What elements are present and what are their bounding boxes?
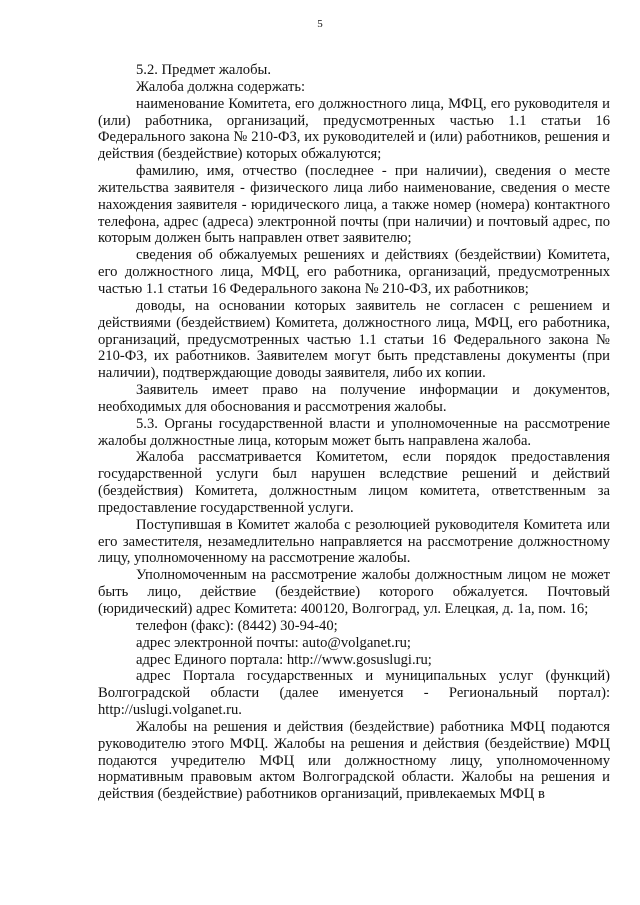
page-number: 5	[317, 18, 323, 30]
document-body	[98, 62, 610, 803]
paragraph-item-decisions: сведения об обжалуемых решениях и действиях (бездействии) Комитета, его должностного лица, МФЦ, его работника, организаций, предусмотренных частью 1.1 статьи 16 Федерального закона № 210-ФЗ, их работников;	[98, 247, 610, 297]
paragraph-authorized-official: Уполномоченным на рассмотрение жалобы должностным лицом не может быть лицо, действие (бездействие) которого обжалуется. Почтовый (юридический) адрес Комитета: 400120, Волгоград, ул. Елецкая, д. 1а, пом. 16;	[98, 567, 610, 617]
paragraph-unified-portal: адрес Единого портала: http://www.gosuslugi.ru;	[136, 651, 432, 668]
paragraph-item-applicant: фамилию, имя, отчество (последнее - при наличии), сведения о месте жительства заявителя - физического лица либо наименование, сведения о месте нахождения заявителя - юридического лица, а также номер (номера) контактного телефона, адрес (адреса) электронной почты (при наличии) и почтовый адрес, по которым должен быть направлен ответ заявителю;	[98, 163, 610, 247]
paragraph-email: адрес электронной почты: auto@volganet.ru;	[136, 634, 411, 651]
paragraph-committee-review: Жалоба рассматривается Комитетом, если порядок предоставления государственной услуги был нарушен вследствие решений и действий (бездействия) Комитета, должностным лицом комитета, ответственным за предоставление государственной услуги.	[98, 449, 610, 516]
paragraph-item-arguments: доводы, на основании которых заявитель не согласен с решением и действиями (бездействием) Комитета, должностного лица, МФЦ, его работника, организаций, предусмотренных частью 1.1 статьи 16 Федерального закона № 210-ФЗ, их работников. Заявителем могут быть представлены документы (при наличии), подтверждающие доводы заявителя, либо их копии.	[98, 297, 610, 382]
paragraph-phone: телефон (факс): (8442) 30-94-40;	[136, 617, 338, 634]
paragraph-5-2-heading: 5.2. Предмет жалобы.	[136, 62, 271, 78]
paragraph-mfc-complaints: Жалобы на решения и действия (бездействие) работника МФЦ подаются руководителю этого МФЦ. Жалобы на решения и действия (бездействие) МФЦ подаются учредителю МФЦ или должностному лицу, уполномоченному нормативным правовым актом Волгоградской области. Жалобы на решения и действия (бездействие) работников организаций, привлекаемых МФЦ в	[98, 718, 610, 803]
paragraph-5-3-heading: 5.3. Органы государственной власти и уполномоченные на рассмотрение жалобы должностные лица, которым может быть направлена жалоба.	[98, 415, 610, 449]
paragraph-right-to-info: Заявитель имеет право на получение информации и документов, необходимых для обоснования и рассмотрения жалобы.	[98, 382, 610, 415]
paragraph-resolution: Поступившая в Комитет жалоба с резолюцией руководителя Комитета или его заместителя, незамедлительно направляется на рассмотрение должностному лицу, уполномоченному на рассмотрение жалобы.	[98, 516, 610, 567]
paragraph-complaint-contents: Жалоба должна содержать:	[136, 78, 306, 95]
paragraph-item-name: наименование Комитета, его должностного лица, МФЦ, его руководителя и (или) работника, организаций, предусмотренных частью 1.1 статьи 16 Федерального закона № 210-ФЗ, их руководителей и (или) работников, решения и действия (бездействие) которых обжалуются;	[98, 95, 610, 163]
paragraph-regional-portal: адрес Портала государственных и муниципальных услуг (функций) Волгоградской области (далее именуется - Региональный портал): http://uslugi.volganet.ru.	[98, 668, 610, 719]
